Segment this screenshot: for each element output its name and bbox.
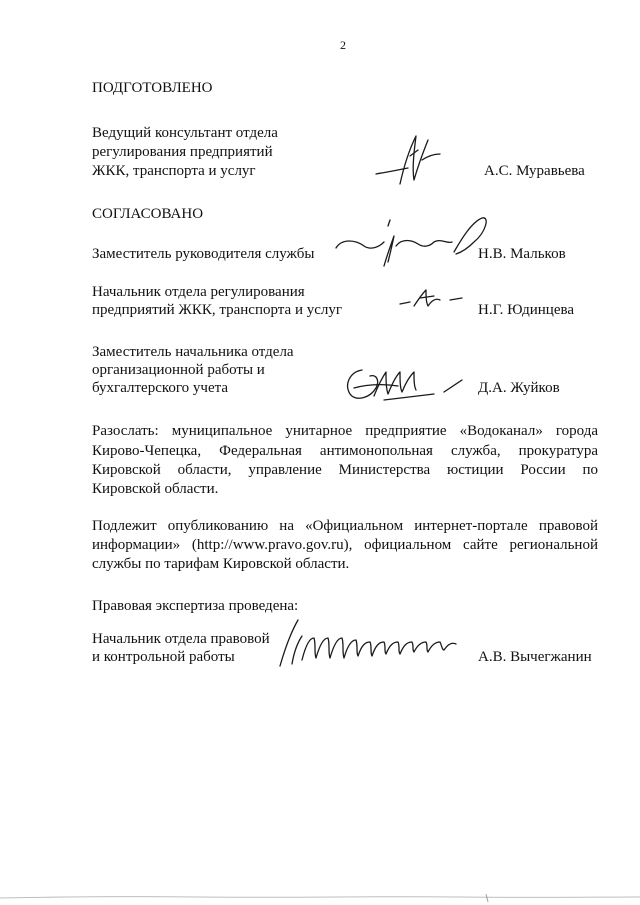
agreed-heading: СОГЛАСОВАНО <box>92 206 204 222</box>
position-line: организационной работы и <box>92 362 265 378</box>
position-line: ЖКК, транспорта и услуг <box>92 163 256 179</box>
signature-muravyeva <box>370 130 450 192</box>
signatory-name: Д.А. Жуйков <box>478 380 560 396</box>
paragraph-line: Кировской области, управление Министерства юстиции России по <box>92 462 598 478</box>
position-line: и контрольной работы <box>92 649 235 665</box>
paragraph-line: Кировской области. <box>92 481 219 497</box>
page-number: 2 <box>340 38 346 52</box>
scan-bottom-edge <box>0 892 640 905</box>
paragraph-line: Подлежит опубликованию на «Официальном интернет-портале правовой <box>92 518 598 534</box>
signatory-name: А.С. Муравьева <box>484 163 585 179</box>
signature-malkov <box>330 212 494 274</box>
prepared-heading: ПОДГОТОВЛЕНО <box>92 80 213 96</box>
signature-zhuykov <box>340 362 470 406</box>
position-line: Ведущий консультант отдела <box>92 125 278 141</box>
paragraph-line: службы по тарифам Кировской области. <box>92 556 350 572</box>
paragraph-line: Кирово-Чепецка, Федеральная антимонопольная служба, прокуратура <box>92 443 598 459</box>
signatory-name: Н.Г. Юдинцева <box>478 302 575 318</box>
position-line: Заместитель руководителя службы <box>92 246 315 262</box>
signature-vychegzhanin <box>266 614 466 672</box>
position-line: Начальник отдела правовой <box>92 631 270 647</box>
position-line: Начальник отдела регулирования <box>92 284 305 300</box>
position-line: бухгалтерского учета <box>92 380 229 396</box>
position-line: предприятий ЖКК, транспорта и услуг <box>92 302 343 318</box>
signatory-name: А.В. Вычегжанин <box>478 649 592 665</box>
signature-yudintseva <box>398 286 466 312</box>
signatory-name: Н.В. Мальков <box>478 246 566 262</box>
position-line: Заместитель начальника отдела <box>92 344 294 360</box>
legal-review-statement: Правовая экспертиза проведена: <box>92 598 299 614</box>
paragraph-line: информации» (http://www.pravo.gov.ru), официальном сайте региональной <box>92 537 598 553</box>
position-line: регулирования предприятий <box>92 144 273 160</box>
paragraph-line: Разослать: муниципальное унитарное предприятие «Водоканал» города <box>92 423 598 439</box>
